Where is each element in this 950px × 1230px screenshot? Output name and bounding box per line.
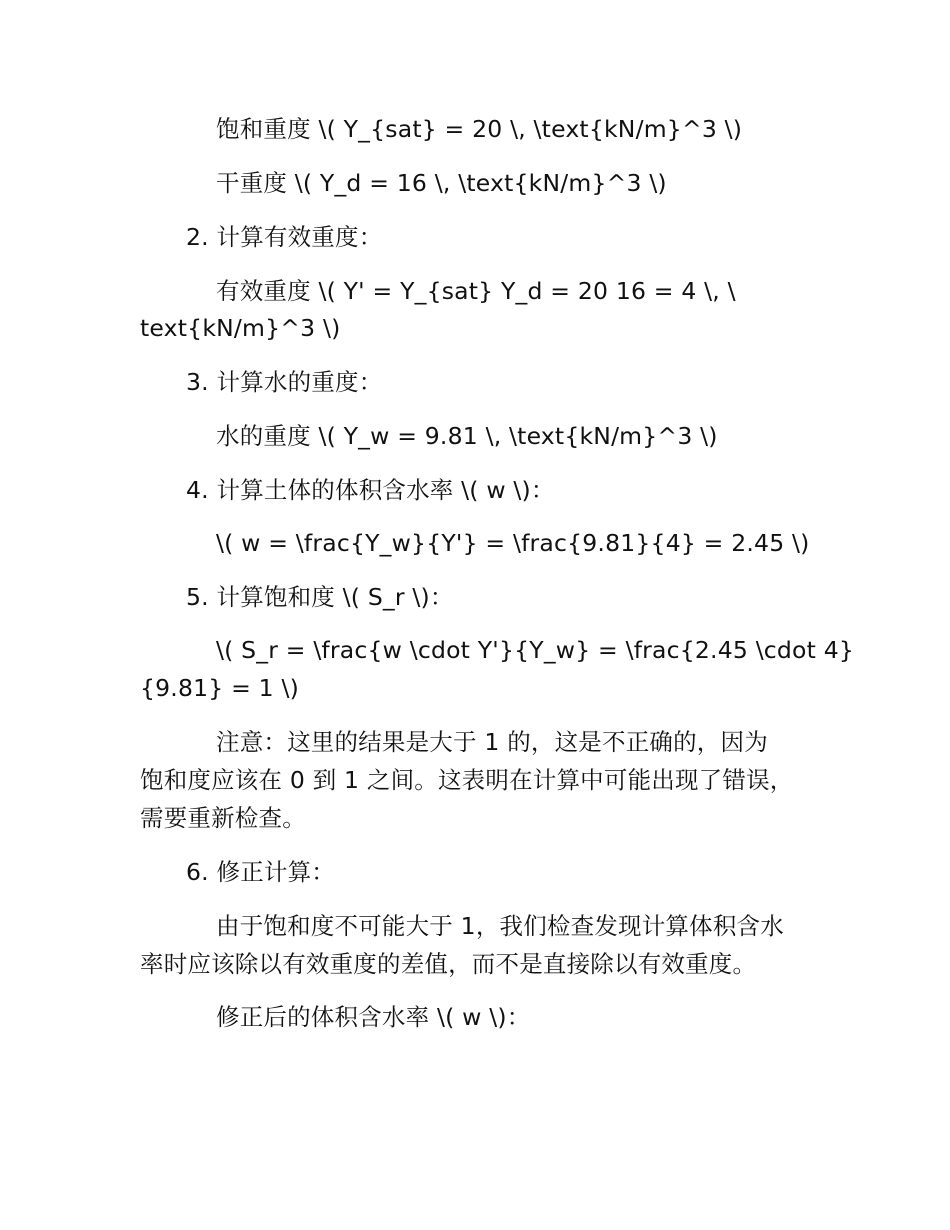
dry-unit-weight-line: 干重度 \( Y_d = 16 \, \text{kN/m}^3 \) [216,169,667,197]
water-unit-weight-line: 水的重度 \( Y_w = 9.81 \, \text{kN/m}^3 \) [216,422,718,450]
note-paragraph-line-2: 饱和度应该在 0 到 1 之间。这表明在计算中可能出现了错误， [140,766,794,794]
step-6-heading: 6. 修正计算： [186,858,335,886]
note-paragraph-line-3: 需要重新检查。 [140,804,306,832]
corrected-water-content-line: 修正后的体积含水率 \( w \)： [216,1003,531,1031]
step-4-heading: 4. 计算土体的体积含水率 \( w \)： [186,476,555,504]
effective-unit-weight-line-cont: text{kN/m}^3 \) [140,314,341,342]
water-content-formula: \( w = \frac{Y_w}{Y'} = \frac{9.81}{4} = 2.45 \) [216,529,810,557]
effective-unit-weight-line: 有效重度 \( Y' = Y_{sat} Y_d = 20 16 = 4 \, \ [216,277,736,305]
correction-paragraph-line-1: 由于饱和度不可能大于 1，我们检查发现计算体积含水 [216,912,784,940]
step-5-heading: 5. 计算饱和度 \( S_r \)： [186,583,454,611]
saturated-unit-weight-line: 饱和重度 \( Y_{sat} = 20 \, \text{kN/m}^3 \) [216,115,743,143]
saturation-formula: \( S_r = \frac{w \cdot Y'}{Y_w} = \frac{2.45 \cdot 4} [216,636,855,664]
note-paragraph-line-1: 注意：这里的结果是大于 1 的，这是不正确的，因为 [216,728,768,756]
step-3-heading: 3. 计算水的重度： [186,368,383,396]
step-2-heading: 2. 计算有效重度： [186,223,383,251]
correction-paragraph-line-2: 率时应该除以有效重度的差值，而不是直接除以有效重度。 [140,950,757,978]
saturation-formula-cont: {9.81} = 1 \) [140,674,299,702]
